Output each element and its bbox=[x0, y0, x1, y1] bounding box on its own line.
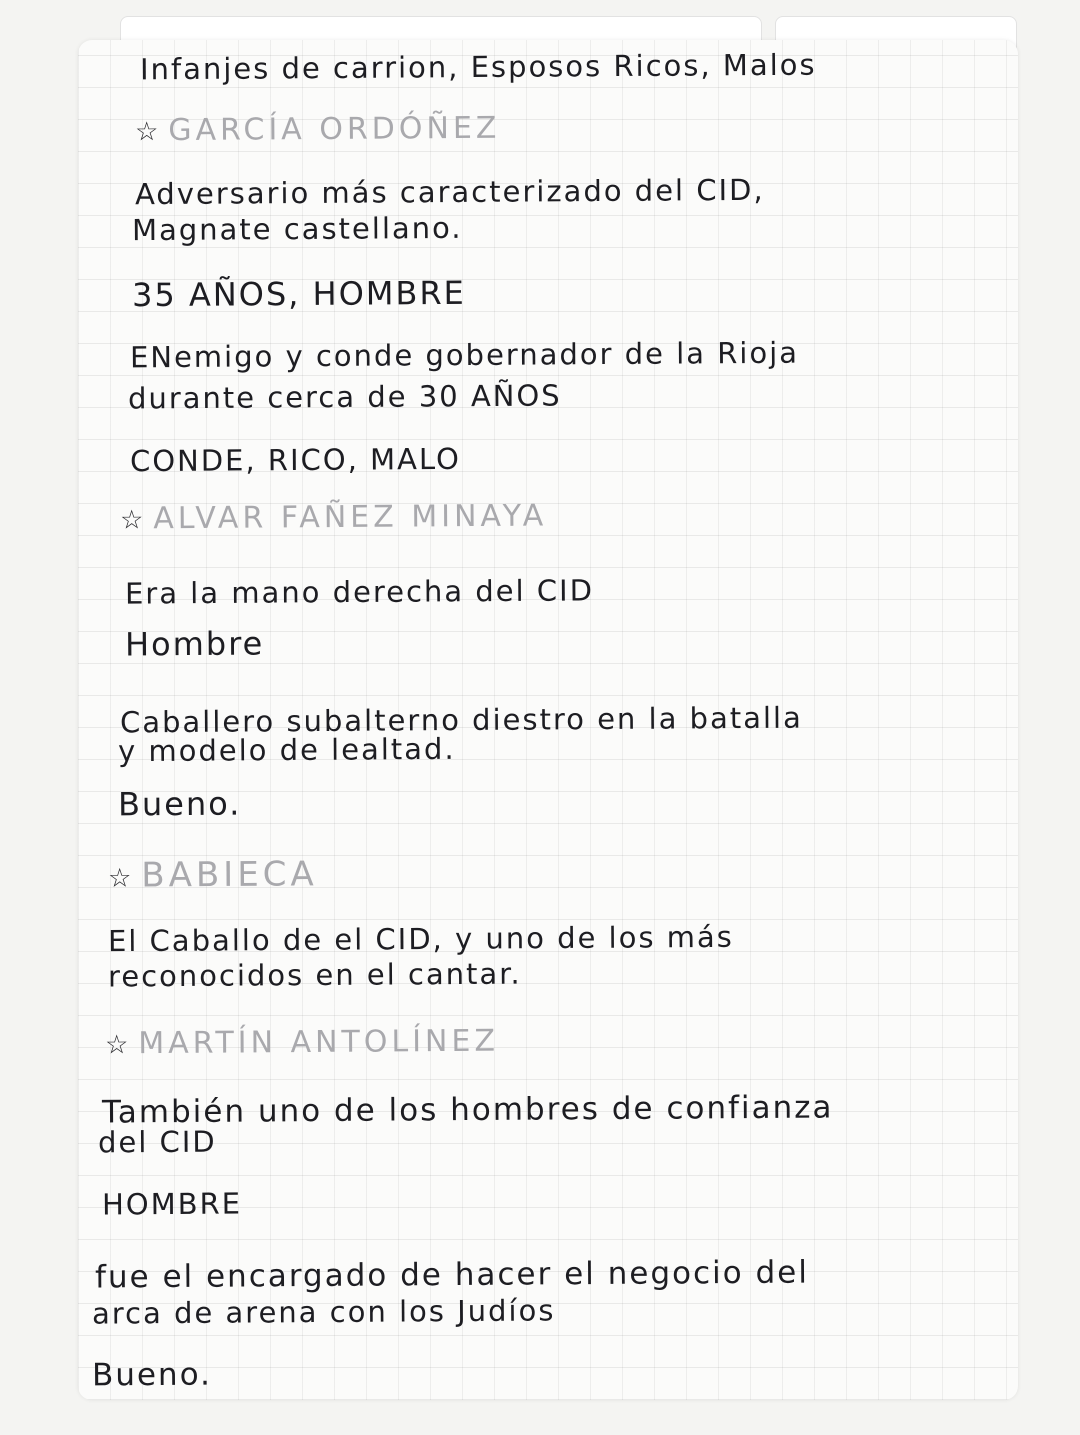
text-line: del CID bbox=[97, 1124, 217, 1160]
text-line: 35 AÑOS, HOMBRE bbox=[131, 273, 466, 315]
heading-garcia-ordonez bbox=[135, 111, 501, 149]
text-line: y modelo de lealtad. bbox=[117, 731, 456, 769]
heading-text: GARCÍA ORDÓÑEZ bbox=[168, 110, 501, 149]
text-line: durante cerca de 30 AÑOS bbox=[127, 378, 562, 416]
text-line: También uno de los hombres de confianza bbox=[101, 1089, 834, 1131]
heading-martin-antolinez bbox=[105, 1024, 499, 1062]
heading-alvar-fanez-minaya bbox=[120, 499, 547, 537]
text-line: Magnate castellano. bbox=[131, 210, 463, 248]
text-line: arca de arena con los Judíos bbox=[91, 1293, 556, 1331]
text-line: El Caballo de el CID, y uno de los más bbox=[107, 919, 734, 959]
text-line: fue el encargado de hacer el negocio del bbox=[94, 1254, 809, 1296]
text-line: Adversario más caracterizado del CID, bbox=[134, 172, 765, 212]
star-icon: ☆ bbox=[134, 117, 163, 148]
text-line: Era la mano derecha del CID bbox=[124, 573, 595, 611]
heading-text: MARTÍN ANTOLÍNEZ bbox=[138, 1023, 500, 1062]
heading-text: BABIECA bbox=[141, 854, 318, 896]
text-line: reconocidos en el cantar. bbox=[107, 956, 522, 994]
text-line: HOMBRE bbox=[101, 1186, 243, 1222]
intro-line: Infanjes de carrion, Esposos Ricos, Malos bbox=[139, 47, 817, 87]
heading-text: ALVAR FAÑEZ MINAYA bbox=[153, 498, 548, 537]
text-line: Bueno. bbox=[91, 1356, 213, 1394]
star-icon: ☆ bbox=[107, 863, 136, 894]
star-icon: ☆ bbox=[104, 1030, 133, 1061]
text-line: Bueno. bbox=[117, 784, 242, 824]
text-line: Caballero subalterno diestro en la batalla bbox=[119, 700, 803, 740]
text-line: Hombre bbox=[124, 624, 265, 664]
text-line: CONDE, RICO, MALO bbox=[129, 441, 462, 479]
heading-babieca bbox=[108, 854, 318, 895]
star-icon: ☆ bbox=[119, 505, 148, 536]
text-line: ENemigo y conde gobernador de la Rioja bbox=[129, 335, 800, 375]
